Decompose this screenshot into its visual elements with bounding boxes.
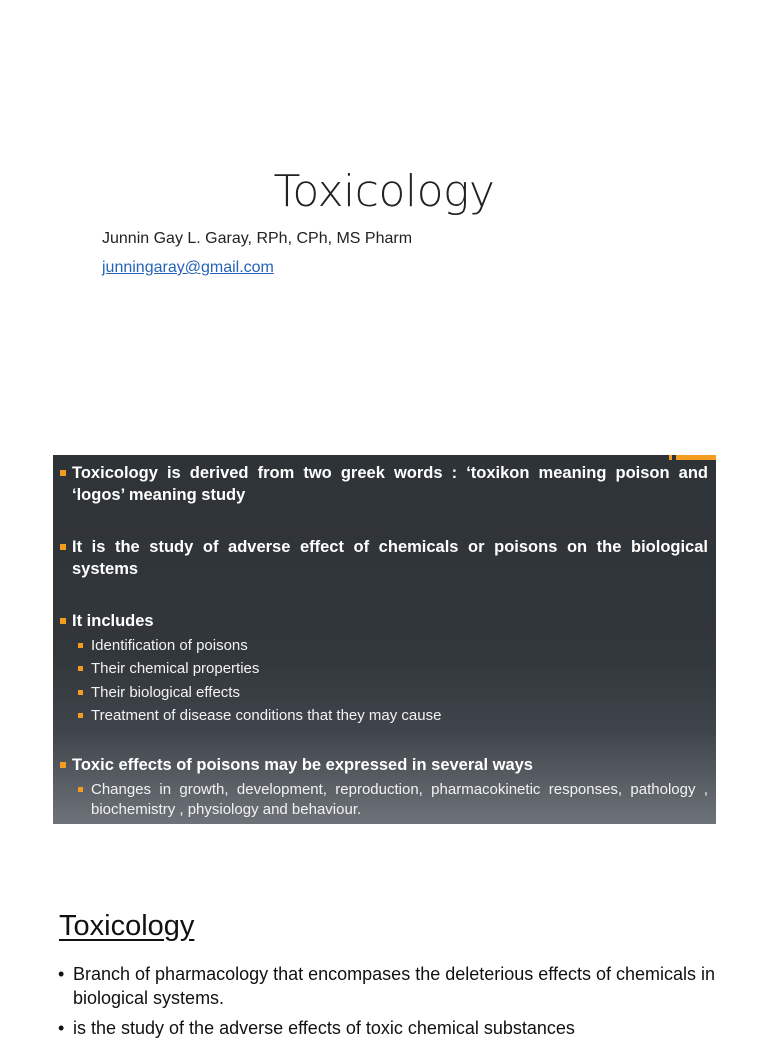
square-bullet-icon xyxy=(60,544,66,550)
bullet-derivation xyxy=(60,462,708,506)
sub-bullet xyxy=(78,780,708,820)
bullet-text: It is the study of adverse effect of chemicals or poisons on the biological systems xyxy=(72,538,708,578)
list-item xyxy=(58,1016,718,1040)
square-bullet-icon xyxy=(60,470,66,476)
sub-bullet xyxy=(78,706,708,726)
bullet-includes xyxy=(60,610,708,632)
bullet-list xyxy=(58,962,718,1046)
email-link[interactable]: junningaray@gmail.com xyxy=(102,259,274,276)
bullet-definition xyxy=(60,536,708,580)
square-bullet-icon xyxy=(78,643,83,648)
sub-bullet-text: Changes in growth, development, reproduction, pharmacokinetic responses, pathology , biochemistry , physiology and behaviour. xyxy=(91,781,708,818)
bullet-toxic-effects xyxy=(60,754,708,776)
sub-bullet xyxy=(78,683,708,703)
bullet-dot-icon: • xyxy=(58,964,65,984)
author-line: Junnin Gay L. Garay, RPh, CPh, MS Pharm xyxy=(102,230,413,247)
sub-bullet-text: Their chemical properties xyxy=(91,660,260,677)
sub-bullet xyxy=(78,636,708,656)
sub-bullet-text: Treatment of disease conditions that they may cause xyxy=(91,707,442,724)
bullet-text: Toxicology is derived from two greek words : ‘toxikon meaning poison and ‘logos’ meaning study xyxy=(72,464,708,504)
sub-bullet-text: Identification of poisons xyxy=(91,637,248,654)
list-item-text: is the study of the adverse effects of toxic chemical substances xyxy=(73,1018,575,1038)
sub-bullet-text: Their biological effects xyxy=(91,684,240,701)
slide-title: Toxicology xyxy=(273,166,495,217)
list-item xyxy=(58,962,718,1010)
accent-tick xyxy=(669,455,672,460)
content-slide-image xyxy=(53,455,716,824)
square-bullet-icon xyxy=(78,666,83,671)
bullet-text: It includes xyxy=(72,612,154,630)
square-bullet-icon xyxy=(78,690,83,695)
square-bullet-icon xyxy=(60,762,66,768)
slide-heading: Toxicology xyxy=(59,910,195,942)
sub-bullet xyxy=(78,659,708,679)
square-bullet-icon xyxy=(78,787,83,792)
bullet-text: Toxic effects of poisons may be expressed in several ways xyxy=(72,756,533,774)
accent-bar xyxy=(676,455,716,460)
list-item-text: Branch of pharmacology that encompases the deleterious effects of chemicals in biological systems. xyxy=(73,964,716,1008)
square-bullet-icon xyxy=(78,713,83,718)
square-bullet-icon xyxy=(60,618,66,624)
bullet-dot-icon: • xyxy=(58,1018,65,1038)
